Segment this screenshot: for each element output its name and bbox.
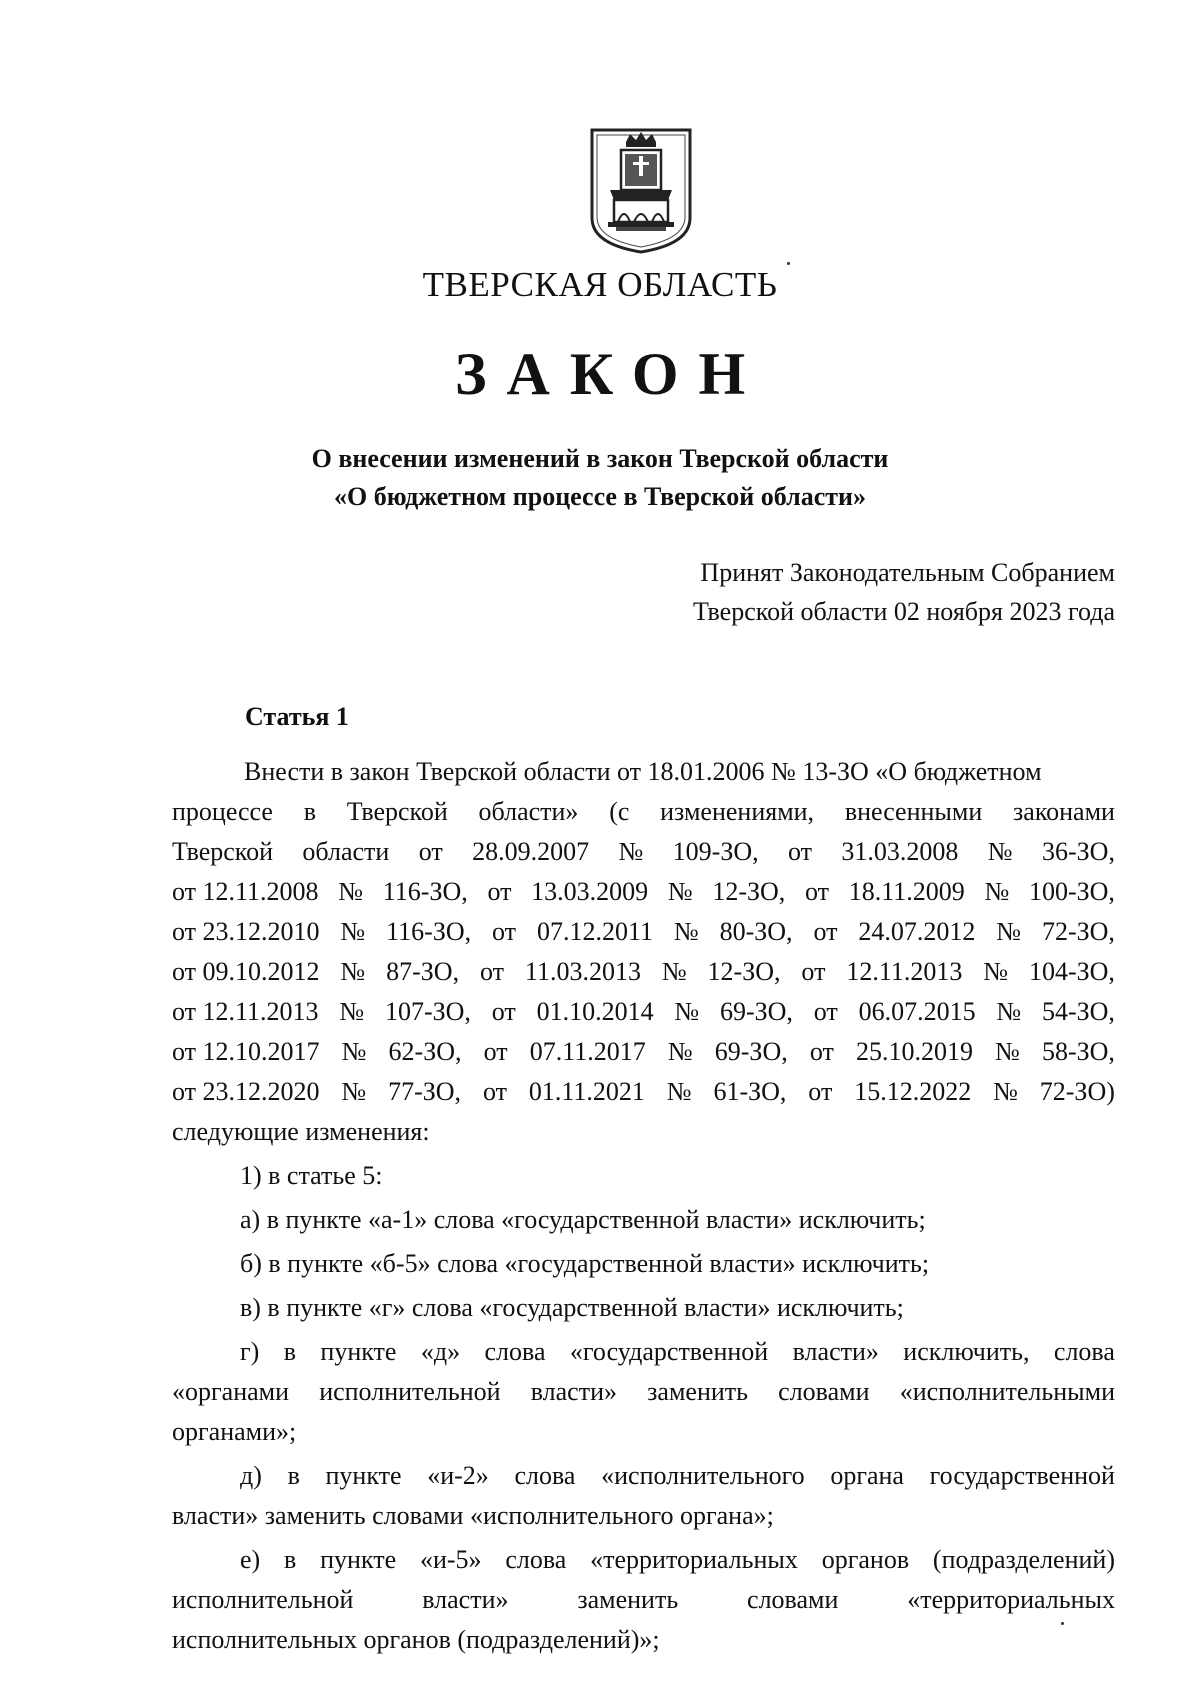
text-line: власти» заменить словами «исполнительного органа»;: [172, 1501, 774, 1530]
word: 12.11.2013: [846, 957, 963, 986]
justified-line: [172, 1456, 1115, 1496]
justified-line: [172, 992, 1115, 1032]
word: слова: [484, 1337, 546, 1366]
word: словами: [778, 1377, 870, 1406]
word: внесенными: [844, 797, 983, 826]
word: 87-ЗО,: [386, 957, 460, 986]
text-line: органами»;: [172, 1417, 297, 1446]
word: (с: [609, 797, 630, 826]
word: «территориальных: [907, 1585, 1115, 1614]
word: 07.11.2017: [529, 1037, 646, 1066]
word: 13.03.2009: [531, 877, 649, 906]
word: заменить: [647, 1377, 749, 1406]
word: от: [491, 997, 516, 1026]
word: от: [479, 957, 505, 986]
word: исполнительной: [172, 1585, 354, 1614]
word: 61-ЗО,: [713, 1077, 787, 1106]
word: 01.10.2014: [536, 997, 654, 1026]
adoption-note: [693, 553, 1115, 631]
word: 06.07.2015: [858, 997, 976, 1026]
word: области: [302, 837, 390, 866]
word: №: [338, 877, 364, 906]
word: власти»: [422, 1585, 509, 1614]
article-paragraph: [172, 752, 1115, 1152]
word: слова: [1053, 1337, 1115, 1366]
word: от: [805, 877, 830, 906]
word: №: [674, 997, 700, 1026]
word: 25.10.2019: [855, 1037, 973, 1066]
text-line: а) в пункте «а-1» слова «государственной власти» исключить;: [240, 1205, 926, 1234]
justified-line: [172, 872, 1115, 912]
word: 24.07.2012: [858, 917, 976, 946]
amendment-item: [172, 1456, 1115, 1536]
word: 72-ЗО,: [1041, 917, 1115, 946]
word: (подразделений): [932, 1545, 1115, 1574]
adoption-note-line: Тверской области 02 ноября 2023 года: [692, 597, 1115, 626]
article-body: [172, 752, 1115, 1660]
region-name: ТВЕРСКАЯ ОБЛАСТЬ: [422, 265, 778, 304]
word: №: [341, 1037, 367, 1066]
word: области»: [478, 797, 579, 826]
word: слова: [505, 1545, 567, 1574]
word: от: [809, 1037, 834, 1066]
word: в: [284, 1545, 297, 1574]
law-subject-line: «О бюджетном процессе в Тверской области»: [333, 482, 866, 511]
word: пункте: [325, 1461, 402, 1490]
text-line: б) в пункте «б-5» слова «государственной власти» исключить;: [240, 1249, 930, 1278]
word: от: [487, 877, 512, 906]
justified-line: [172, 1580, 1115, 1620]
word: «д»: [420, 1337, 461, 1366]
word: №: [993, 1077, 1018, 1106]
word: 80-ЗО,: [719, 917, 793, 946]
word: №: [667, 1037, 693, 1066]
word: «и-5»: [419, 1545, 482, 1574]
word: №: [340, 917, 366, 946]
word: изменениями,: [660, 797, 815, 826]
justified-line: [172, 1332, 1115, 1372]
word: 69-ЗО,: [719, 997, 793, 1026]
word: от: [788, 837, 813, 866]
word: 104-ЗО,: [1028, 957, 1115, 986]
amendment-item: [172, 1332, 1115, 1452]
word: №: [996, 917, 1022, 946]
word: законами: [1013, 797, 1115, 826]
word: №: [341, 1077, 367, 1106]
word: от 12.11.2008: [172, 877, 319, 906]
word: исключить,: [903, 1337, 1030, 1366]
word: Тверской: [172, 837, 274, 866]
word: от: [418, 837, 443, 866]
article-title: Статья 1: [245, 702, 349, 731]
word: 100-ЗО,: [1028, 877, 1115, 906]
word: пункте: [320, 1545, 397, 1574]
word: «государственной: [569, 1337, 769, 1366]
amendment-item: [172, 1156, 1115, 1196]
justified-line: [172, 792, 1115, 832]
word: №: [983, 957, 1009, 986]
word: №: [661, 957, 687, 986]
word: 07.12.2011: [536, 917, 653, 946]
word: заменить: [577, 1585, 679, 1614]
word: пункте: [320, 1337, 397, 1366]
justified-line: [172, 832, 1115, 872]
word: органа: [830, 1461, 904, 1490]
word: органов: [821, 1545, 910, 1574]
word: процессе: [172, 797, 273, 826]
justified-line: [172, 1032, 1115, 1072]
word: от: [813, 997, 838, 1026]
word: 54-ЗО,: [1041, 997, 1115, 1026]
word: от 09.10.2012: [172, 957, 320, 986]
word: 11.03.2013: [524, 957, 641, 986]
word: 01.11.2021: [528, 1077, 645, 1106]
amendment-item: [172, 1540, 1115, 1660]
word: №: [618, 837, 644, 866]
word: д): [240, 1461, 262, 1490]
word: «территориальных: [590, 1545, 798, 1574]
word: от: [801, 957, 826, 986]
word: от: [813, 917, 838, 946]
word: «исполнительными: [899, 1377, 1115, 1406]
scan-speck: [1061, 1622, 1064, 1625]
word: 28.09.2007: [472, 837, 590, 866]
word: от: [483, 1037, 508, 1066]
text-line: 1) в статье 5:: [240, 1161, 383, 1190]
justified-line: [172, 1372, 1115, 1412]
word: №: [995, 1037, 1020, 1066]
law-subject: [0, 440, 1200, 516]
word: от 23.12.2010: [172, 917, 320, 946]
word: «исполнительного: [601, 1461, 805, 1490]
word: №: [996, 997, 1022, 1026]
scan-speck: [787, 262, 790, 265]
word: исполнительной: [319, 1377, 501, 1406]
word: №: [673, 917, 699, 946]
word: 15.12.2022: [854, 1077, 972, 1106]
word: 12-ЗО,: [707, 957, 781, 986]
law-subject-line: О внесении изменений в закон Тверской области: [311, 444, 889, 473]
text-line: Внести в закон Тверской области от 18.01.2006 № 13-ЗО «О бюджетном: [244, 757, 1042, 786]
word: №: [666, 1077, 692, 1106]
word: 72-ЗО): [1039, 1077, 1115, 1106]
word: №: [984, 877, 1010, 906]
word: 77-ЗО,: [388, 1077, 462, 1106]
justified-line: [172, 952, 1115, 992]
word: г): [240, 1337, 260, 1366]
word: от 23.12.2020: [172, 1077, 320, 1106]
word: е): [240, 1545, 261, 1574]
word: 116-ЗО,: [386, 917, 472, 946]
amendment-item: [172, 1200, 1115, 1240]
amendment-item: [172, 1244, 1115, 1284]
document-type: ЗАКОН: [454, 341, 766, 407]
word: №: [667, 877, 693, 906]
word: 36-ЗО,: [1041, 837, 1115, 866]
word: государственной: [929, 1461, 1115, 1490]
word: словами: [747, 1585, 839, 1614]
word: Тверской: [346, 797, 448, 826]
word: 62-ЗО,: [388, 1037, 462, 1066]
justified-line: [172, 912, 1115, 952]
amendment-item: [172, 1288, 1115, 1328]
word: №: [339, 997, 365, 1026]
text-line: в) в пункте «г» слова «государственной власти» исключить;: [240, 1293, 904, 1322]
word: от: [482, 1077, 507, 1106]
adoption-note-line: Принят Законодательным Собранием: [700, 558, 1115, 587]
text-line: исполнительных органов (подразделений)»;: [172, 1625, 660, 1654]
word: №: [340, 957, 366, 986]
justified-line: [172, 1072, 1115, 1112]
word: 58-ЗО,: [1041, 1037, 1115, 1066]
word: 107-ЗО,: [384, 997, 471, 1026]
word: 69-ЗО,: [714, 1037, 788, 1066]
word: 12-ЗО,: [712, 877, 786, 906]
word: от 12.10.2017: [172, 1037, 320, 1066]
text-line: следующие изменения:: [172, 1117, 430, 1146]
word: 18.11.2009: [848, 877, 965, 906]
word: в: [303, 797, 316, 826]
word: от: [808, 1077, 833, 1106]
word: слова: [514, 1461, 576, 1490]
word: в: [287, 1461, 300, 1490]
word: 109-ЗО,: [672, 837, 759, 866]
word: «и-2»: [427, 1461, 489, 1490]
word: 116-ЗО,: [382, 877, 468, 906]
word: власти»: [792, 1337, 879, 1366]
coat-of-arms-icon: [588, 126, 694, 256]
word: 31.03.2008: [841, 837, 959, 866]
word: «органами: [172, 1377, 290, 1406]
word: от: [492, 917, 517, 946]
justified-line: [172, 1540, 1115, 1580]
word: от 12.11.2013: [172, 997, 319, 1026]
word: №: [987, 837, 1013, 866]
word: в: [283, 1337, 297, 1366]
word: власти»: [530, 1377, 617, 1406]
